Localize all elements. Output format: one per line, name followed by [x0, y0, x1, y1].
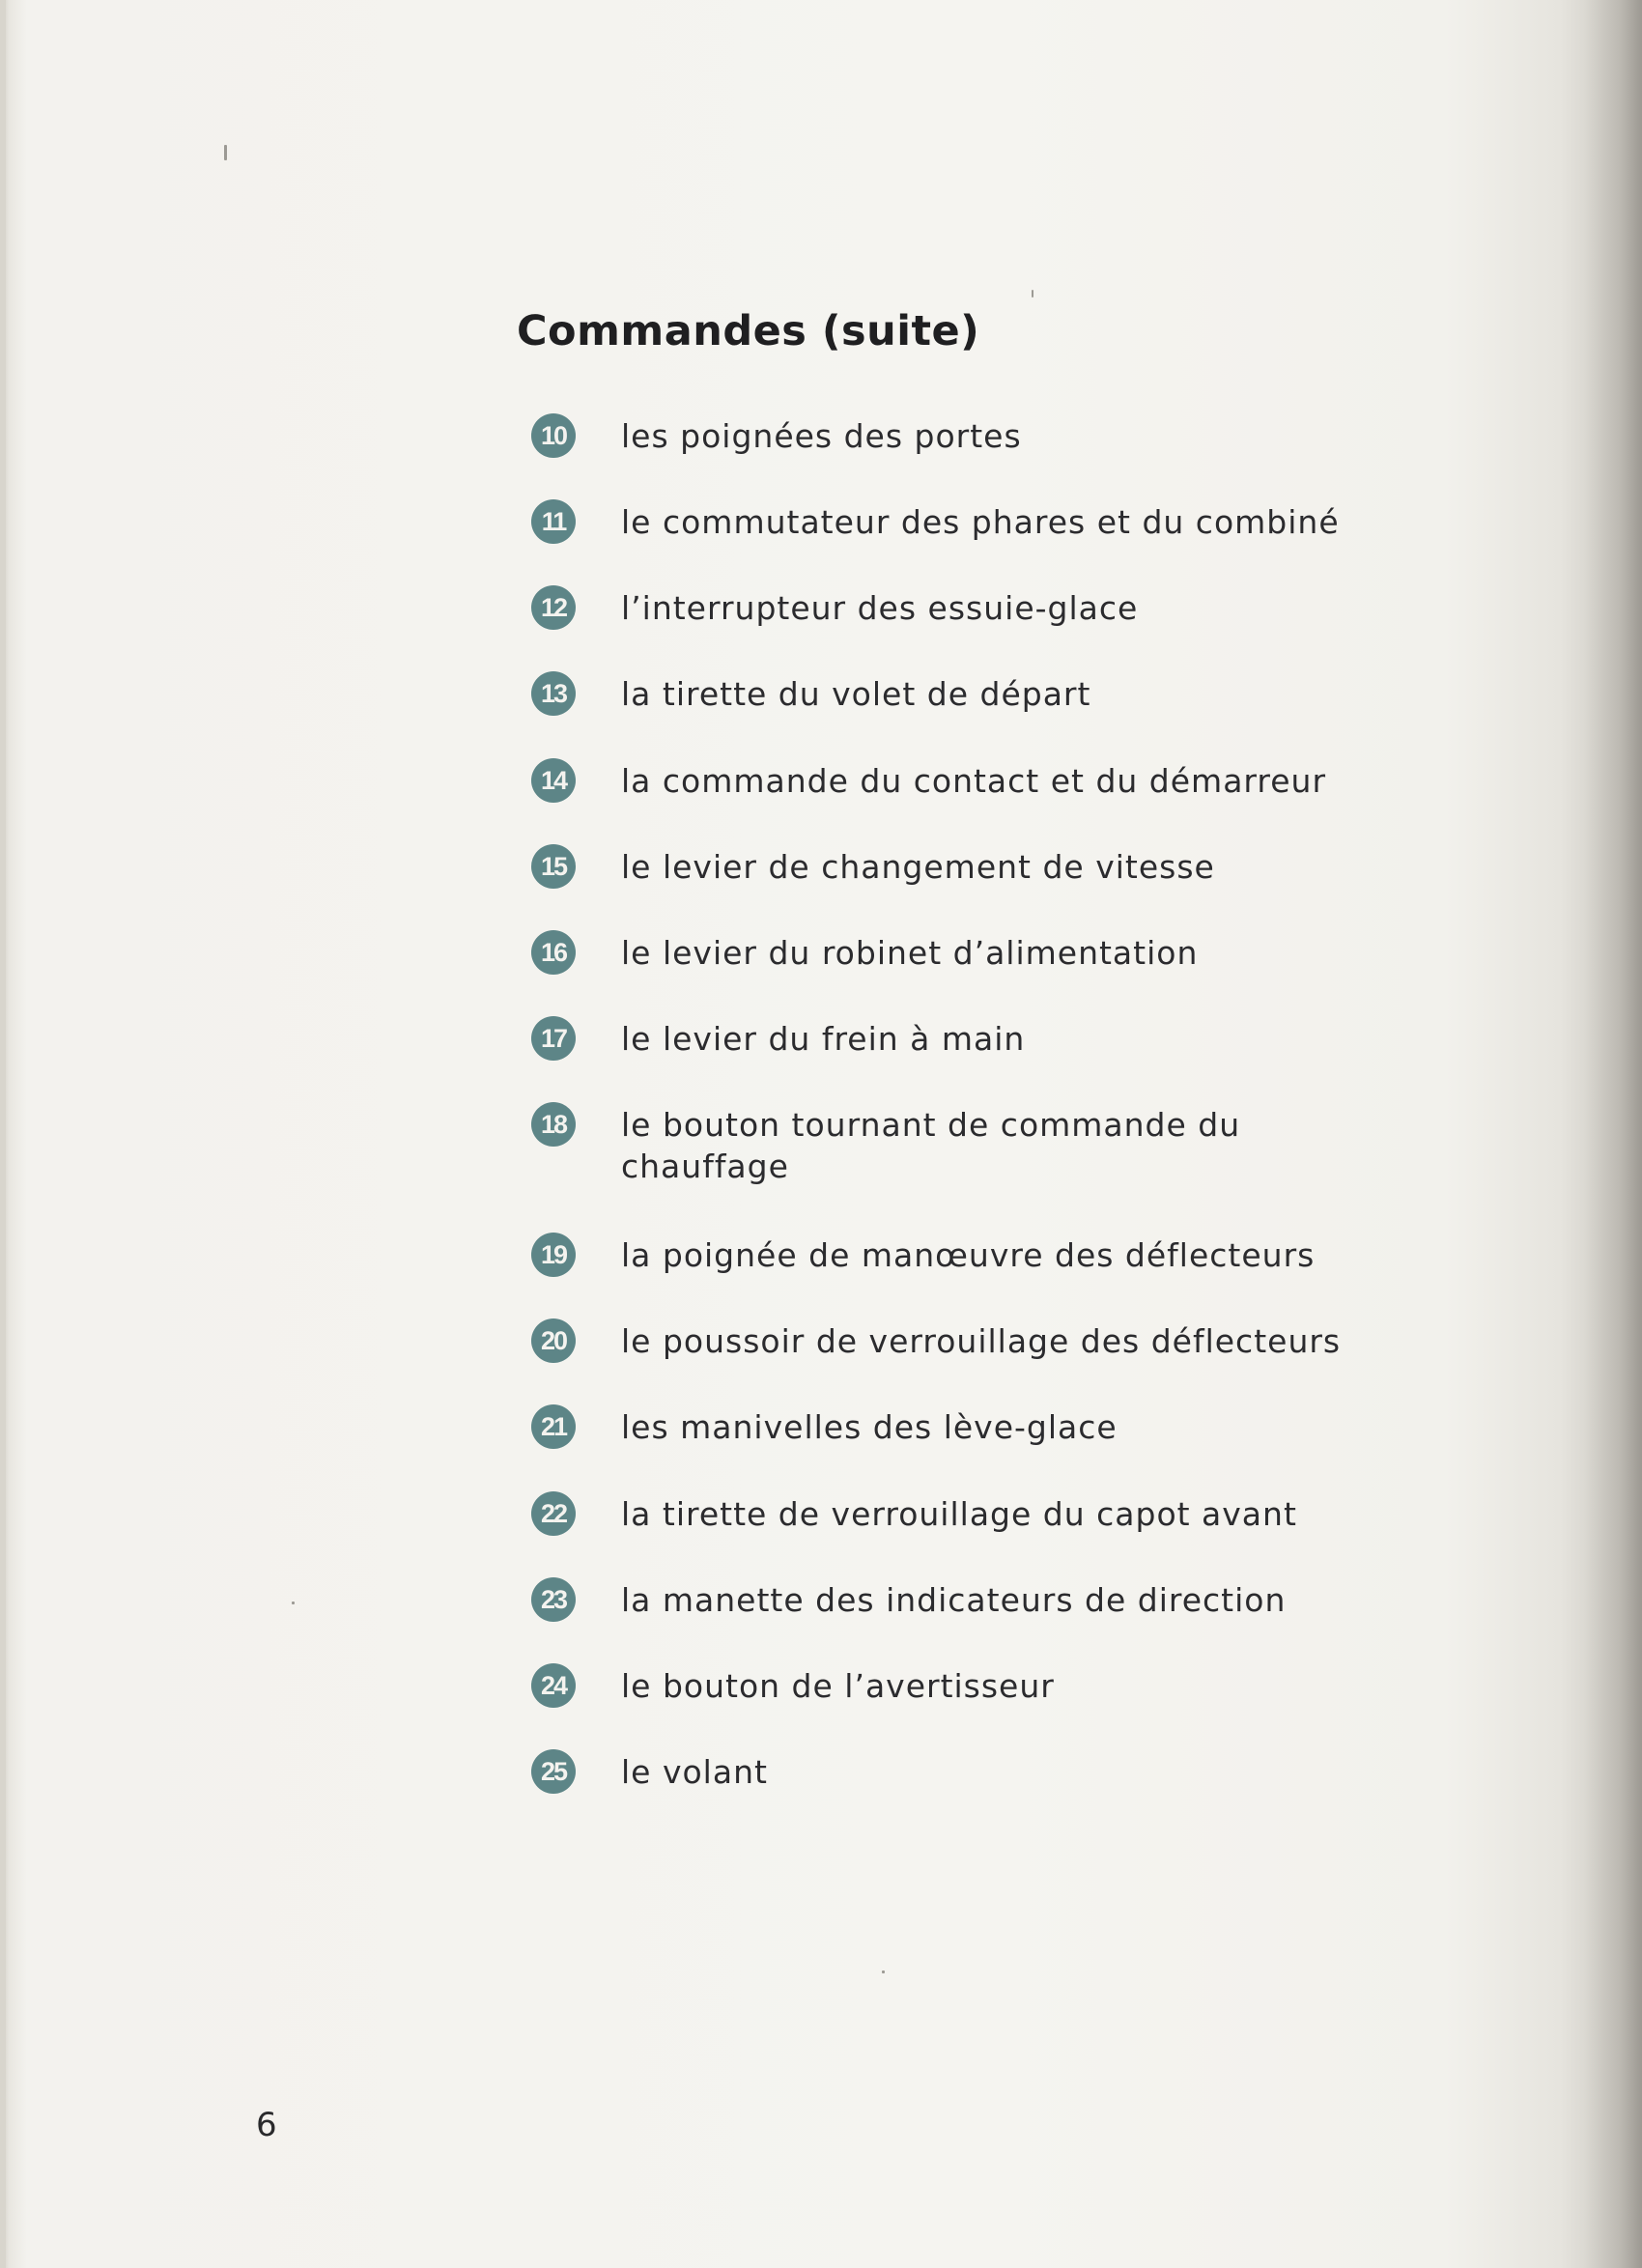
list-item	[531, 578, 1401, 636]
item-number-badge: 10	[531, 413, 576, 458]
list-item	[531, 1008, 1401, 1066]
item-number-badge: 20	[531, 1318, 576, 1363]
list-item	[531, 1311, 1401, 1369]
item-number-badge: 21	[531, 1404, 576, 1449]
item-label: la commande du contact et du démarreur	[621, 762, 1327, 800]
item-number-badge: 17	[531, 1016, 576, 1061]
list-item	[531, 1570, 1401, 1628]
list-item	[531, 1094, 1401, 1195]
item-label: le bouton tournant de commande du chauffage	[621, 1106, 1241, 1185]
item-label: le levier de changement de vitesse	[621, 848, 1215, 886]
item-number-badge: 14	[531, 758, 576, 803]
paper-speck	[292, 1602, 295, 1604]
item-number-badge: 12	[531, 585, 576, 630]
list-item	[531, 664, 1401, 722]
section-title: Commandes (suite)	[517, 307, 980, 355]
list-item	[531, 1742, 1401, 1800]
list-item	[531, 1484, 1401, 1542]
item-label: la tirette de verrouillage du capot avant	[621, 1495, 1297, 1533]
item-label: le commutateur des phares et du combiné	[621, 503, 1340, 541]
list-item	[531, 492, 1401, 550]
item-label: la poignée de manœuvre des déflecteurs	[621, 1236, 1316, 1274]
item-label: le volant	[621, 1753, 768, 1791]
item-number-badge: 13	[531, 671, 576, 716]
list-item	[531, 751, 1401, 808]
item-label: les poignées des portes	[621, 417, 1022, 455]
list-item	[531, 1225, 1401, 1283]
item-number-badge: 18	[531, 1102, 576, 1147]
page-left-edge	[0, 0, 6, 2268]
list-item	[531, 836, 1401, 894]
paper-speck	[224, 145, 227, 160]
item-number-badge: 15	[531, 844, 576, 889]
item-number-badge: 16	[531, 930, 576, 975]
list-item	[531, 922, 1401, 980]
item-number-badge: 22	[531, 1491, 576, 1536]
list-item	[531, 406, 1401, 464]
item-label: les manivelles des lève-glace	[621, 1408, 1118, 1446]
paper-speck	[1032, 290, 1033, 298]
item-label: la tirette du volet de départ	[621, 675, 1091, 713]
list-item	[531, 1397, 1401, 1455]
binding-shadow	[1584, 0, 1642, 2268]
item-number-badge: 23	[531, 1577, 576, 1622]
list-item	[531, 1656, 1401, 1714]
item-label: le levier du robinet d’alimentation	[621, 934, 1199, 972]
item-label: le levier du frein à main	[621, 1020, 1026, 1058]
item-label: l’interrupteur des essuie-glace	[621, 589, 1139, 627]
page-number: 6	[256, 2106, 277, 2144]
item-label: le poussoir de verrouillage des déflecteurs	[621, 1322, 1342, 1360]
paper-speck	[882, 1970, 885, 1973]
item-number-badge: 11	[531, 499, 576, 544]
item-number-badge: 19	[531, 1233, 576, 1277]
item-number-badge: 24	[531, 1663, 576, 1708]
item-label: la manette des indicateurs de direction	[621, 1581, 1287, 1619]
item-number-badge: 25	[531, 1749, 576, 1794]
item-label: le bouton de l’avertisseur	[621, 1667, 1055, 1705]
